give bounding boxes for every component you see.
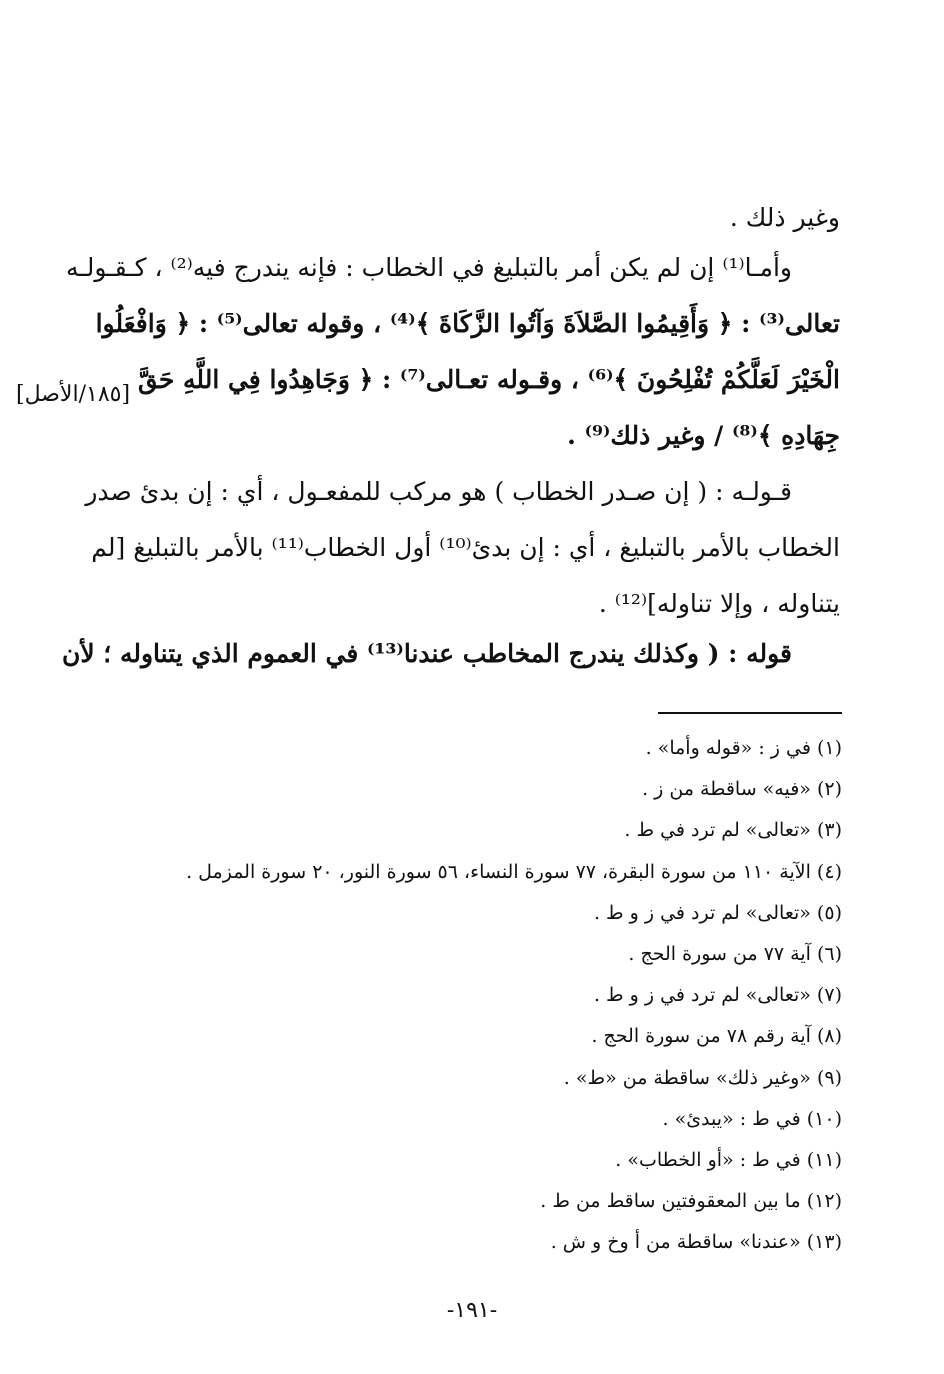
margin-reference: [١٨٥/الأصل] <box>16 382 131 407</box>
text-line: وغير ذلك . <box>729 203 840 232</box>
footnote-12: (١٢) ما بين المعقوفتين ساقط من ط . <box>540 1190 842 1213</box>
footnote-2: (٢) «فيه» ساقطة من ز . <box>642 778 842 801</box>
text-line: تعالى⁽³⁾ : ﴿ وَأَقِيمُوا الصَّلاَةَ وَآتُوا الزَّكَاةَ ﴾⁽⁴⁾ ، وقوله تعالى⁽⁵⁾ : ﴿ وَافْعَلُوا <box>95 309 840 338</box>
paragraph-4 <box>61 626 840 682</box>
footnote-11: (١١) في ط : «أو الخطاب» . <box>615 1149 842 1172</box>
footnote-7: (٧) «تعالى» لم ترد في ز و ط . <box>593 984 842 1007</box>
text-line: الخطاب بالأمر بالتبليغ ، أي : إن بدئ⁽¹⁰⁾ أول الخطاب⁽¹¹⁾ بالأمر بالتبليغ [لم <box>91 533 840 562</box>
footnote-13: (١٣) «عندنا» ساقطة من أ وخ و ش . <box>550 1231 842 1254</box>
footnote-8: (٨) آية رقم ٧٨ من سورة الحج . <box>591 1025 842 1048</box>
footnote-3: (٣) «تعالى» لم ترد في ط . <box>624 819 842 842</box>
footnote-9: (٩) «وغير ذلك» ساقطة من «ط» . <box>563 1066 842 1089</box>
text-line: يتناوله ، وإلا تناوله]⁽¹²⁾ . <box>598 589 840 618</box>
footnotes <box>122 728 842 1264</box>
paragraph-3 <box>85 464 840 632</box>
footnote-6: (٦) آية ٧٧ من سورة الحج . <box>628 943 842 966</box>
footnote-divider <box>658 712 842 714</box>
footnote-1: (١) في ز : «قوله وأما» . <box>645 737 842 759</box>
text-line: قـولـه : ( إن صـدر الخطاب ) هو مركب للمفعـول ، أي : إن بدئ صدر <box>85 477 792 506</box>
paragraph-1 <box>130 190 840 246</box>
footnote-5: (٥) «تعالى» لم ترد في ز و ط . <box>593 901 842 924</box>
text-line: الْخَيْرَ لَعَلَّكُمْ تُفْلِحُونَ ﴾⁽⁶⁾ ، وقـوله تعـالى⁽⁷⁾ : ﴿ وَجَاهِدُوا فِي اللَّهِ حَقَّ <box>138 365 840 394</box>
footnote-4: (٤) الآية ١١٠ من سورة البقرة، ٧٧ سورة النساء، ٥٦ سورة النور، ٢٠ سورة المزمل . <box>186 860 842 883</box>
page-number: -١٩١- <box>446 1298 498 1323</box>
text-line: قوله : ( وكذلك يندرج المخاطب عندنا⁽¹³⁾ في العموم الذي يتناوله ؛ لأن <box>61 639 792 668</box>
text-line: جِهَادِهِ ﴾⁽⁸⁾ / وغير ذلك⁽⁹⁾ . <box>567 421 840 450</box>
footnote-10: (١٠) في ط : «يبدئ» . <box>662 1107 842 1130</box>
text-line: وأمـا⁽¹⁾ إن لم يكن أمر بالتبليغ في الخطاب : فإنه يندرج فيه⁽²⁾ ، كـقـولـه <box>66 253 792 282</box>
